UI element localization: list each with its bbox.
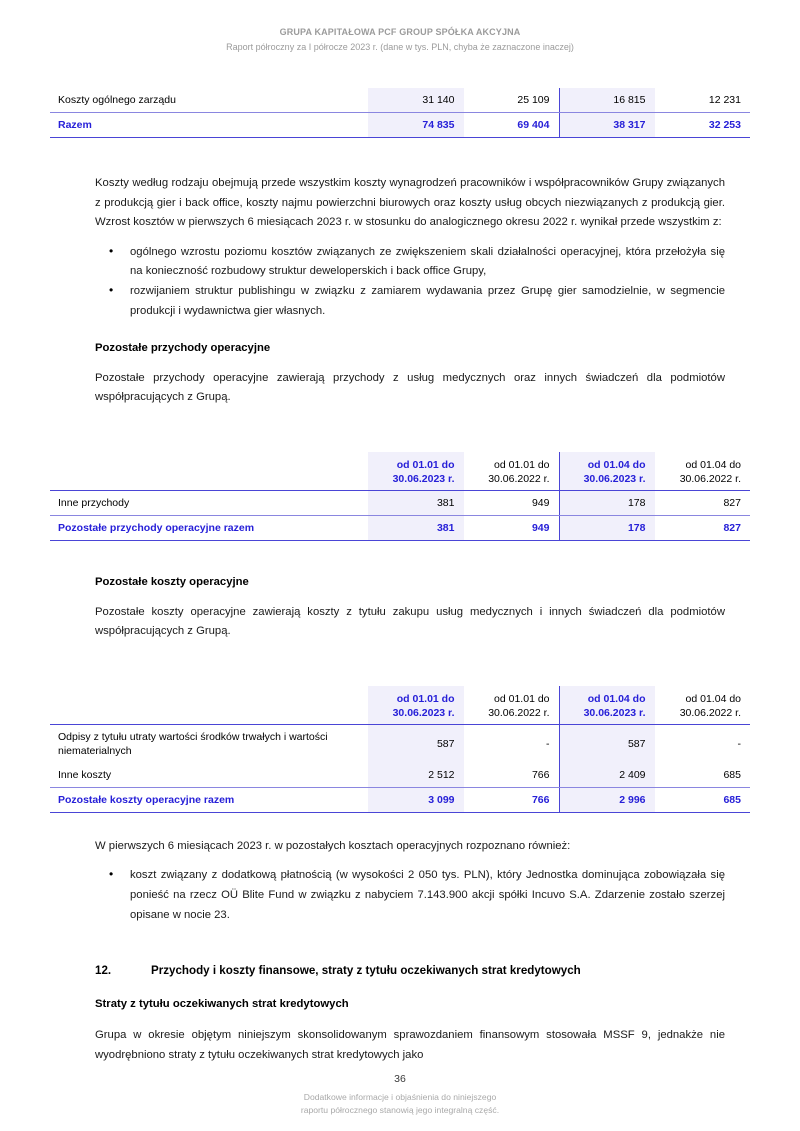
table-header-row: [50, 452, 750, 491]
col-header-line2: 30.06.2022 r.: [679, 472, 741, 485]
column-header: [368, 452, 464, 490]
table-row: [50, 724, 750, 763]
section-paragraph: Pozostałe przychody operacyjne zawierają przychody z usług medycznych oraz innych świadczeń dla podmiotów współpracujących z Grupą.: [95, 371, 725, 404]
section-heading: Pozostałe koszty operacyjne: [95, 575, 249, 588]
section-paragraph: Pozostałe koszty operacyjne zawierają koszty z tytułu zakupu usług medycznych i innych świadczeń dla podmiotów współpracujących z Grupą.: [95, 605, 725, 638]
column-header: [655, 452, 751, 490]
table-row-total: [50, 113, 750, 138]
col-header-line2: 30.06.2022 r.: [679, 706, 741, 719]
row-value: -: [546, 737, 550, 750]
col-header-line2: 30.06.2023 r.: [392, 706, 455, 719]
paragraph-costs-block: [95, 174, 725, 233]
row-value: 178: [627, 521, 646, 534]
row-value: 25 109: [517, 94, 550, 106]
section-12-subheading: Straty z tytułu oczekiwanych strat kredytowych: [95, 997, 349, 1010]
row-value: 38 317: [613, 119, 646, 131]
section-12-heading: [95, 961, 725, 981]
row-value: 32 253: [708, 119, 741, 131]
row-label: Razem: [58, 119, 92, 131]
row-value: 949: [531, 521, 550, 534]
company-name: GRUPA KAPITAŁOWA PCF GROUP SPÓŁKA AKCYJNA: [279, 27, 521, 37]
col-header-line1: od 01.04 do: [587, 692, 646, 705]
section-12-paragraph: Grupa w okresie objętym niniejszym skonsolidowanym sprawozdaniem finansowym stosowała MSSF 9, jednakże nie wyodrębniono straty z tytułu oczekiwanych strat kredytowych jako: [95, 1029, 725, 1061]
col-header-line1: od 01.01 do: [396, 458, 455, 471]
column-header: [464, 686, 559, 724]
table-header-row: [50, 686, 750, 725]
row-value: 381: [436, 521, 455, 534]
row-value: 2 512: [428, 768, 455, 781]
table-row: [50, 490, 750, 515]
document-content: [50, 88, 750, 1065]
row-value: 178: [627, 496, 646, 509]
row-value: 766: [531, 793, 550, 806]
table-row: [50, 88, 750, 113]
row-value: 16 815: [613, 94, 646, 106]
section-other-costs: [95, 573, 725, 642]
page-number: 36: [394, 1073, 406, 1085]
table-row: [50, 763, 750, 788]
list-item: • rozwijaniem struktur publishingu w związku z zamiarem wydawania przez Grupę gier samodzielnie, w segmencie produkcji i wydawnictwa gier własnych.: [95, 282, 725, 321]
row-value: 766: [531, 768, 550, 781]
list-item: • ogólnego wzrostu poziomu kosztów związanych ze zwiększeniem skali działalności operacyjnej, która przełożyła się na konieczność rozbudowy struktur deweloperskich i back office Grupy,: [95, 243, 725, 282]
list-item: • koszt związany z dodatkową płatnością (w wysokości 2 050 tys. PLN), który Jednostka dominująca zobowiązała się ponieść na rzecz OÜ Blite Fund w związku z nabyciem 7.143.900 akcji spółki Incuvo S.A. Zdarzenie zostało szerzej opisane w nocie 23.: [95, 866, 725, 925]
row-value: 685: [723, 793, 741, 806]
row-value: 3 099: [428, 793, 455, 806]
table-other-income: [50, 452, 750, 541]
column-header: [560, 686, 655, 724]
section-other-income: [95, 339, 725, 408]
footer-note-line2: raportu półrocznego stanowią jego integralną część.: [300, 1105, 500, 1115]
document-footer: [0, 1071, 800, 1117]
row-value: -: [737, 737, 741, 750]
row-value: 827: [723, 496, 741, 509]
paragraph-costs: Koszty według rodzaju obejmują przede wszystkim koszty wynagrodzeń pracowników i współpracowników Grupy związanych z produkcją gier i back office, koszty najmu powierzchni biurowych oraz koszty usług obcych niezwiązanych z produkcją gier. Wzrost kosztów w pierwszych 6 miesiącach 2023 r. w stosunku do analogicznego okresu 2022 r. wynikał przede wszystkim z:: [95, 177, 725, 229]
report-subtitle: Raport półroczny za I półrocze 2023 r. (dane w tys. PLN, chyba że zaznaczone inaczej): [226, 42, 574, 52]
col-header-line1: od 01.04 do: [685, 458, 741, 471]
row-value: 2 409: [619, 768, 646, 781]
bullets-costs-block: [95, 243, 725, 321]
row-label: Inne koszty: [58, 768, 112, 781]
section-number: 12.: [95, 964, 112, 978]
row-value: 587: [436, 737, 455, 750]
row-value: 74 835: [422, 119, 455, 131]
table-other-costs: [50, 686, 750, 813]
col-header-line1: od 01.01 do: [494, 692, 550, 705]
table-row-total: [50, 515, 750, 540]
column-header: [368, 686, 464, 724]
row-label: Pozostałe koszty operacyjne razem: [58, 793, 235, 806]
row-value: 12 231: [708, 94, 741, 106]
section-heading: Pozostałe przychody operacyjne: [95, 342, 271, 355]
paragraph-recognised: W pierwszych 6 miesiącach 2023 r. w pozostałych kosztach operacyjnych rozpoznano również:: [95, 839, 571, 852]
section-12-block: [95, 961, 725, 1065]
row-value: 31 140: [422, 94, 455, 106]
footer-note: [0, 1091, 800, 1117]
row-value: 2 996: [619, 793, 646, 806]
col-header-line2: 30.06.2023 r.: [583, 472, 646, 485]
row-value: 949: [531, 496, 550, 509]
column-header: [464, 452, 559, 490]
row-value: 69 404: [517, 119, 550, 131]
row-value: 827: [723, 521, 741, 534]
col-header-line1: od 01.01 do: [494, 458, 550, 471]
col-header-line2: 30.06.2022 r.: [488, 706, 550, 719]
paragraph-recognised-block: [95, 837, 725, 857]
row-value: 685: [723, 768, 741, 781]
table-costs: [50, 88, 750, 138]
document-running-header: [0, 26, 800, 54]
bullets-recognised-block: [95, 866, 725, 925]
col-header-line2: 30.06.2023 r.: [583, 706, 646, 719]
row-value: 381: [436, 496, 455, 509]
col-header-line1: od 01.04 do: [685, 692, 741, 705]
row-label: Inne przychody: [58, 496, 130, 509]
bullet-list-recognised: [95, 866, 725, 925]
table-row-total: [50, 787, 750, 812]
col-header-line2: 30.06.2022 r.: [488, 472, 550, 485]
footer-note-line1: Dodatkowe informacje i objaśnienia do niniejszego: [303, 1092, 497, 1102]
section-title: Przychody i koszty finansowe, straty z tytułu oczekiwanych strat kredytowych: [151, 964, 581, 978]
row-value: 587: [627, 737, 646, 750]
col-header-line2: 30.06.2023 r.: [392, 472, 455, 485]
column-header: [560, 452, 655, 490]
row-label: Pozostałe przychody operacyjne razem: [58, 521, 255, 534]
col-header-line1: od 01.04 do: [587, 458, 646, 471]
row-label: Odpisy z tytułu utraty wartości środków trwałych i wartości niematerialnych: [58, 730, 328, 757]
column-header: [655, 686, 751, 724]
col-header-line1: od 01.01 do: [396, 692, 455, 705]
bullet-list-costs: [95, 243, 725, 321]
row-label: Koszty ogólnego zarządu: [58, 94, 176, 106]
